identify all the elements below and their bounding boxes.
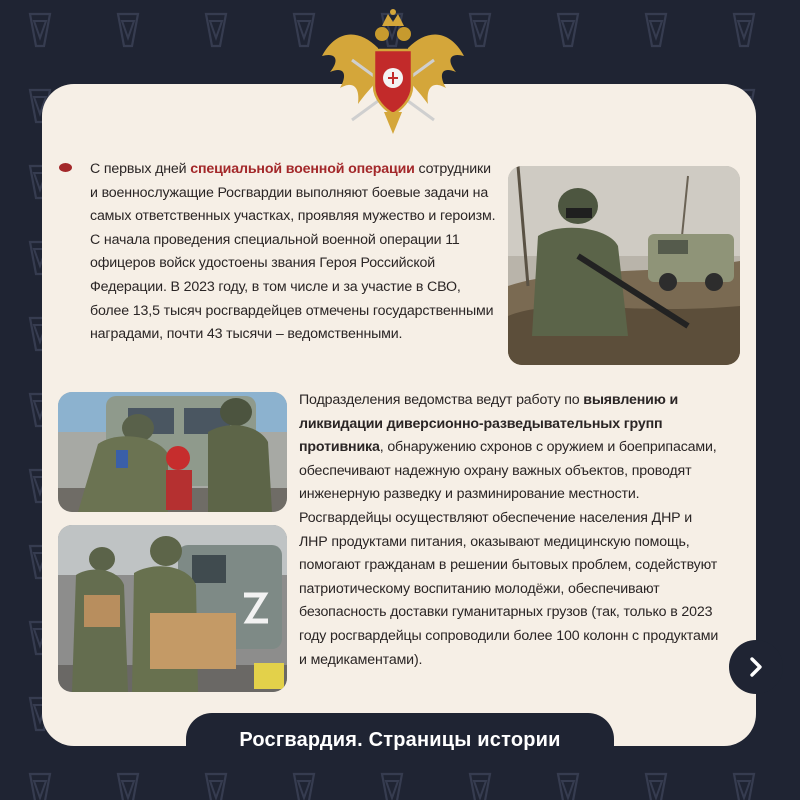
pattern-motif	[734, 14, 754, 46]
section1-p1-highlight: специальной военной операции	[190, 161, 415, 177]
pattern-motif	[118, 14, 138, 46]
section1-text	[90, 158, 500, 347]
section2-p1-end: , обнаружению схронов с оружием и боеприпасами, обеспечивают надежную охрану важных объектов, проводят инженерную разведку и разминирование местности.	[299, 439, 717, 503]
pattern-motif	[470, 774, 490, 800]
rosgvardia-emblem-icon	[318, 8, 468, 138]
soldiers-carrying-boxes-photo	[58, 525, 287, 692]
soldier-field-photo	[508, 166, 740, 365]
pattern-motif	[206, 774, 226, 800]
section1-paragraph2: С начала проведения специальной военной операции 11 офицеров войск удостоены звания Героя Российской Федерации. В 2023 году, в том числе и за участие в СВО, более 13,5 тысяч росгвардейцев отмечены государственными наградами, почти 43 тысячи – ведомственными.	[90, 231, 494, 343]
red-bullet-icon	[58, 162, 73, 173]
section2-p1-bold: выявлению и ликвидации диверсионно-разведывательных групп противника	[299, 392, 679, 456]
pattern-motif	[118, 774, 138, 800]
footer-title-bar	[186, 713, 614, 767]
pattern-motif	[30, 14, 50, 46]
pattern-motif	[294, 14, 314, 46]
section1-p1-start: С первых дней	[90, 161, 191, 177]
pattern-motif	[558, 14, 578, 46]
section1-paragraph1	[90, 158, 500, 229]
pattern-motif	[646, 14, 666, 46]
pattern-motif	[470, 14, 490, 46]
footer-title: Росгвардия. Страницы истории	[239, 728, 561, 751]
pattern-motif	[206, 14, 226, 46]
pattern-motif	[294, 774, 314, 800]
section2-text	[299, 389, 719, 672]
pattern-motif	[558, 774, 578, 800]
chevron-right-icon	[744, 655, 768, 679]
section2-p1-start: Подразделения ведомства ведут работу по	[299, 392, 584, 408]
next-slide-button[interactable]	[729, 640, 783, 694]
soldiers-with-child-photo	[58, 392, 287, 512]
pattern-motif	[734, 774, 754, 800]
pattern-motif	[646, 774, 666, 800]
section2-paragraph2: Росгвардейцы осуществляют обеспечение населения ДНР и ЛНР продуктами питания, оказывают медицинскую помощь, помогают гражданам в решении бытовых проблем, содействуют патриотическому воспитанию молодёжи, обеспечивают безопасность доставки гуманитарных грузов (так, только в 2023 году росгвардейцы сопроводили более 100 колонн с продуктами и медикаментами).	[299, 509, 719, 668]
section2-paragraph1	[299, 389, 719, 507]
pattern-motif	[30, 774, 50, 800]
pattern-motif	[382, 774, 402, 800]
section1-p1-end: сотрудники и военнослужащие Росгвардии выполняют боевые задачи на самых ответственных участках, проявляя мужество и героизм.	[90, 161, 496, 225]
